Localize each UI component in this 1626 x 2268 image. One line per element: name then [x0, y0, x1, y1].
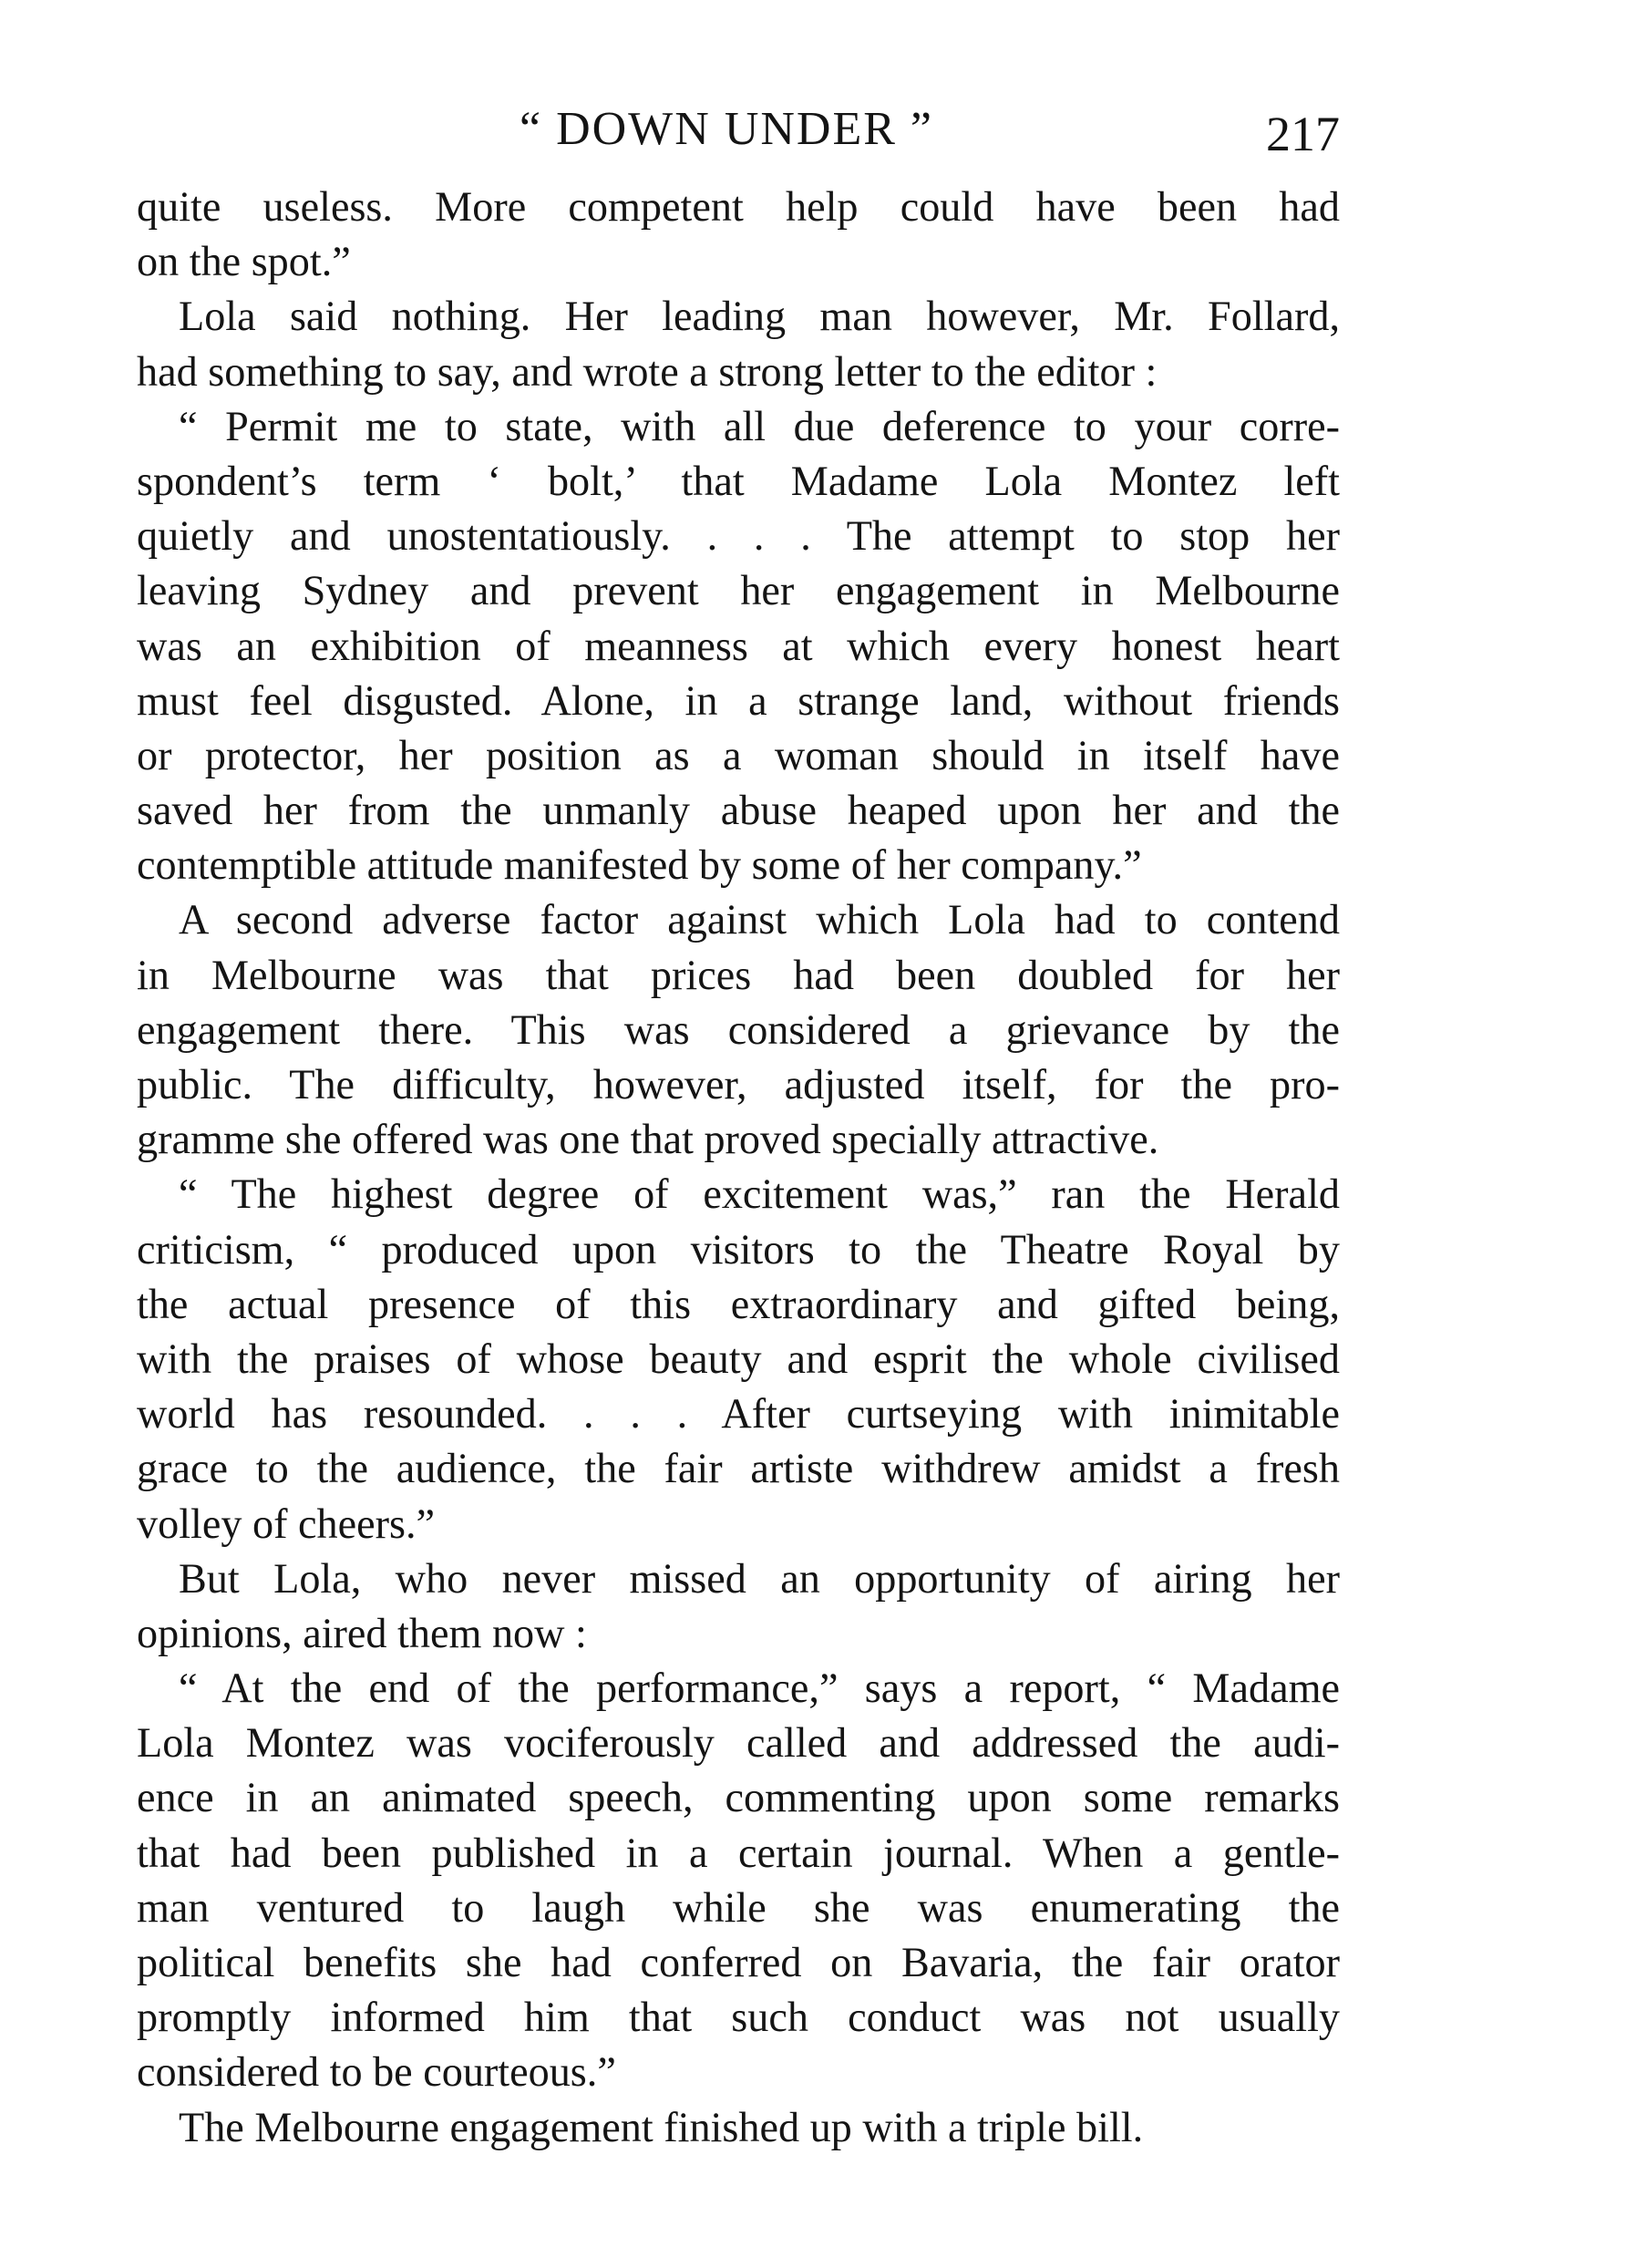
paragraph [137, 1661, 1340, 2100]
text-line: the actual presence of this extraordinary and gifted being, [137, 1280, 1340, 1327]
text-line: The Melbourne engagement finished up with a triple bill. [179, 2103, 1144, 2150]
text-line: saved her from the unmanly abuse heaped upon her and the [137, 787, 1340, 834]
text-line: gramme she offered was one that proved specially attractive. [137, 1116, 1159, 1163]
text-line: in Melbourne was that prices had been doubled for her [137, 951, 1340, 998]
running-title: “ DOWN UNDER ” [520, 103, 934, 155]
text-line: A second adverse factor against which Lola had to contend [179, 896, 1340, 943]
text-line: But Lola, who never missed an opportunity of airing her [179, 1554, 1340, 1602]
text-line: man ventured to laugh while she was enumerating the [137, 1883, 1340, 1931]
text-line: “ Permit me to state, with all due deference to your corre- [179, 402, 1340, 449]
text-line: with the praises of whose beauty and esprit the whole civilised [137, 1335, 1340, 1382]
text-line: or protector, her position as a woman should in itself have [137, 731, 1340, 778]
text-line: that had been published in a certain journal. When a gentle- [137, 1829, 1340, 1876]
text-line: Lola Montez was vociferously called and addressed the audi- [137, 1719, 1340, 1767]
paragraph [137, 1167, 1340, 1551]
text-line: criticism, “ produced upon visitors to the Theatre Royal by [137, 1225, 1340, 1273]
paragraph [137, 1552, 1340, 1661]
text-line: volley of cheers.” [137, 1500, 436, 1547]
text-line: promptly informed him that such conduct was not usually [137, 1994, 1340, 2041]
paragraph [137, 180, 1340, 289]
page-number: 217 [1266, 107, 1340, 161]
text-line: grace to the audience, the fair artiste withdrew amidst a fresh [137, 1445, 1340, 1492]
text-line: public. The difficulty, however, adjusted itself, for the pro- [137, 1061, 1340, 1108]
text-line: engagement there. This was considered a grievance by the [137, 1005, 1340, 1053]
running-head [137, 102, 1340, 175]
text-line: political benefits she had conferred on Bavaria, the fair orator [137, 1939, 1340, 1985]
text-line: ence in an animated speech, commenting upon some remarks [137, 1774, 1340, 1821]
text-line: had something to say, and wrote a strong letter to the editor : [137, 347, 1158, 395]
text-line: “ At the end of the performance,” says a report, “ Madame [179, 1665, 1340, 1712]
text-line: world has resounded. . . . After curtseying with inimitable [137, 1390, 1340, 1438]
text-line: contemptible attitude manifested by some of her company.” [137, 841, 1142, 889]
text-line: quite useless. More competent help could have been had [137, 183, 1340, 230]
paragraph [137, 399, 1340, 893]
text-line: opinions, aired them now : [137, 1609, 587, 1656]
body-text [137, 180, 1340, 2155]
text-line: quietly and unostentatiously. . . . The attempt to stop her [137, 512, 1340, 560]
text-line: must feel disgusted. Alone, in a strange land, without friends [137, 676, 1340, 724]
text-line: on the spot.” [137, 238, 351, 285]
paragraph [137, 2100, 1340, 2155]
text-line: was an exhibition of meanness at which every honest heart [137, 622, 1340, 669]
paragraph [137, 892, 1340, 1167]
paragraph [137, 289, 1340, 398]
text-line: spondent’s term ‘ bolt,’ that Madame Lola Montez left [137, 457, 1340, 504]
text-line: Lola said nothing. Her leading man however, Mr. Follard, [179, 293, 1340, 340]
text-line: “ The highest degree of excitement was,” ran the Herald [179, 1170, 1340, 1218]
text-line: considered to be courteous.” [137, 2048, 616, 2096]
text-line: leaving Sydney and prevent her engagement in Melbourne [137, 567, 1340, 614]
